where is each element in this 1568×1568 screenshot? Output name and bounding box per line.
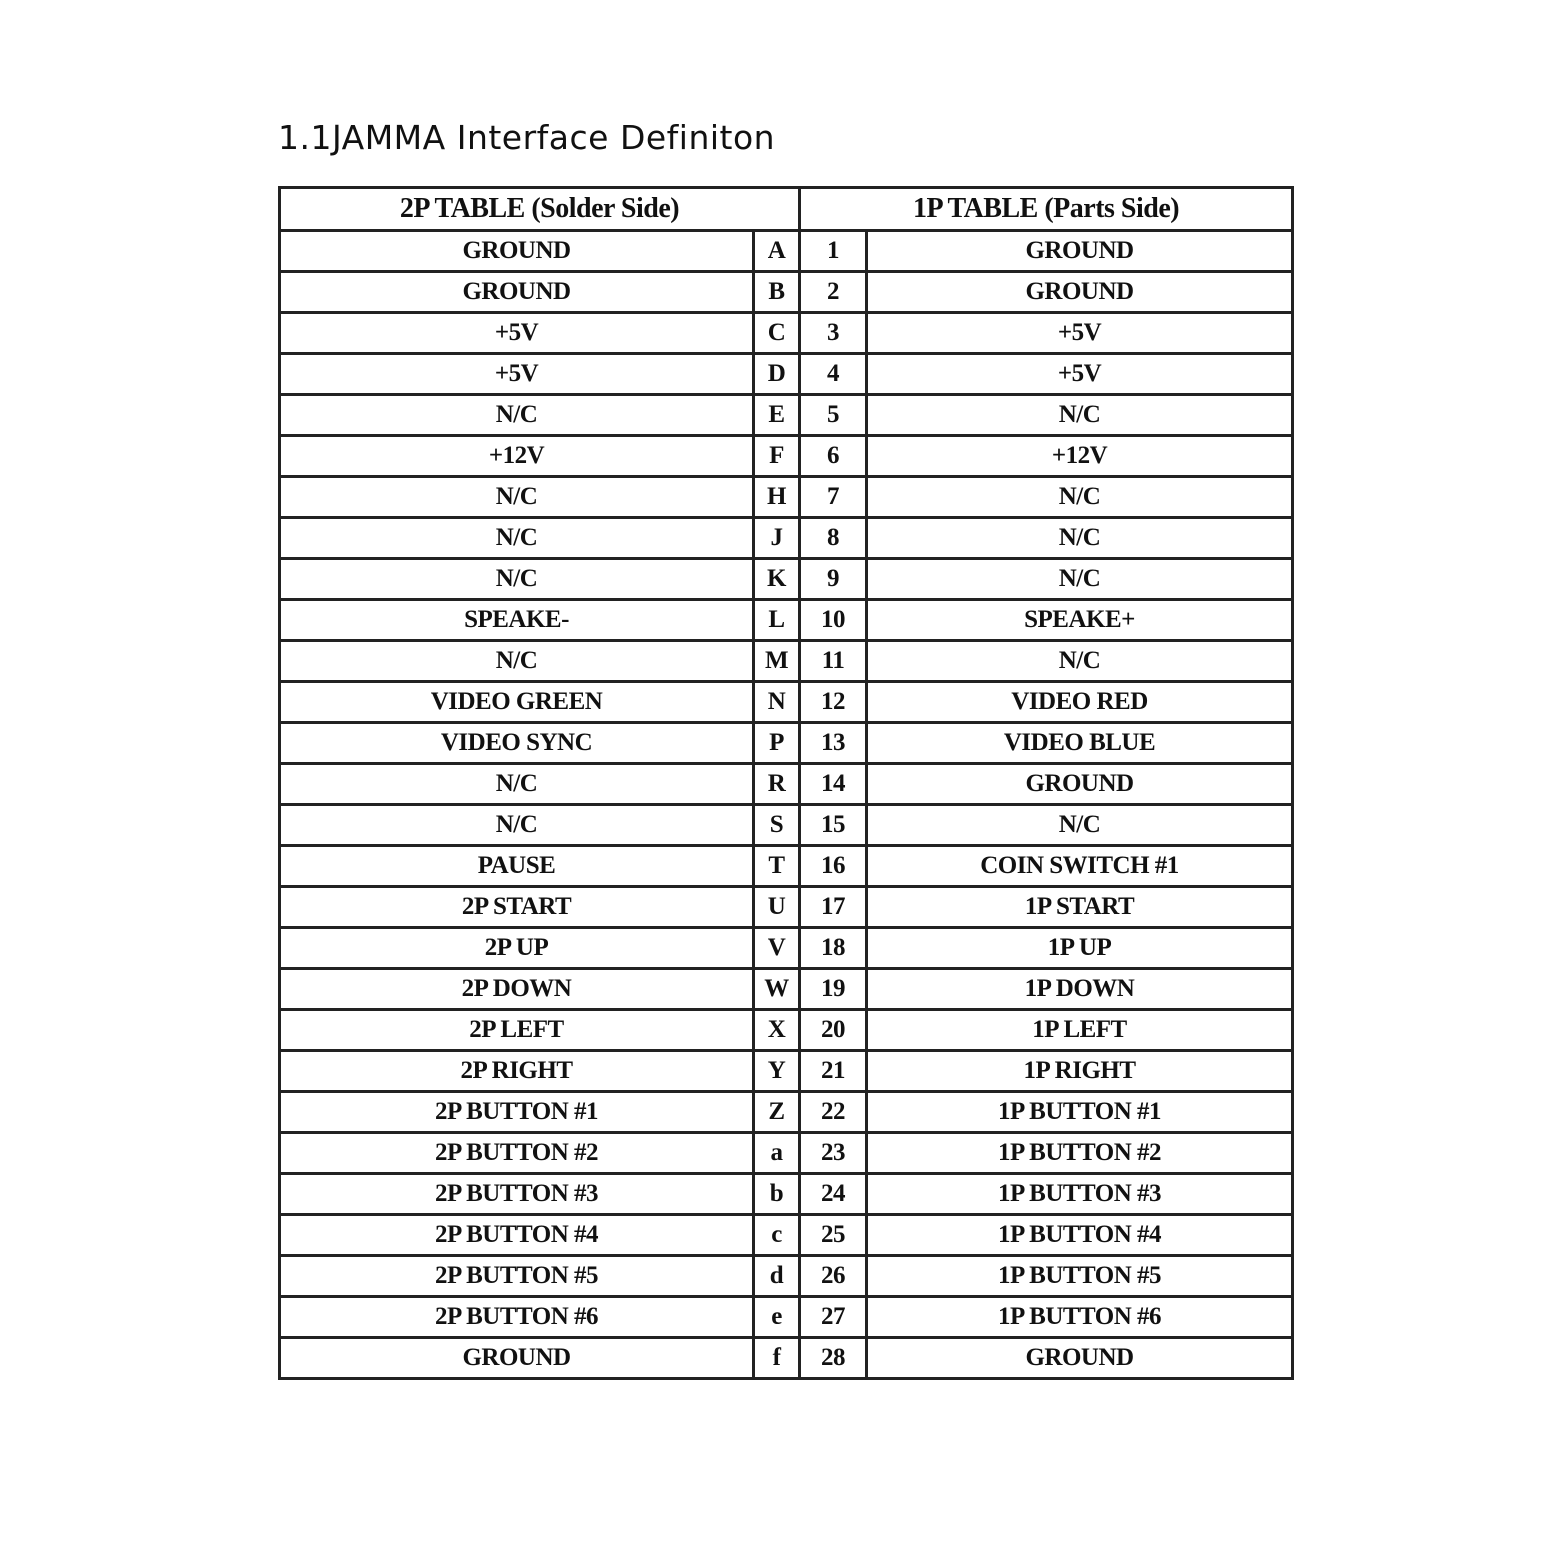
pin-number: 19	[800, 969, 867, 1010]
pin-letter: d	[754, 1256, 800, 1297]
solder-side-signal: 2P RIGHT	[280, 1051, 754, 1092]
pin-letter: R	[754, 764, 800, 805]
pin-number: 1	[800, 231, 867, 272]
solder-side-signal: N/C	[280, 477, 754, 518]
pin-letter: T	[754, 846, 800, 887]
solder-side-signal: N/C	[280, 641, 754, 682]
pin-letter: H	[754, 477, 800, 518]
pin-letter: S	[754, 805, 800, 846]
pin-number: 25	[800, 1215, 867, 1256]
parts-side-signal: 1P START	[867, 887, 1293, 928]
pin-number: 27	[800, 1297, 867, 1338]
table-row	[280, 887, 1293, 928]
parts-side-signal: COIN SWITCH #1	[867, 846, 1293, 887]
pin-letter: b	[754, 1174, 800, 1215]
table-row	[280, 518, 1293, 559]
parts-side-signal: VIDEO BLUE	[867, 723, 1293, 764]
solder-side-signal: PAUSE	[280, 846, 754, 887]
pin-letter: A	[754, 231, 800, 272]
pin-letter: X	[754, 1010, 800, 1051]
parts-side-signal: 1P DOWN	[867, 969, 1293, 1010]
pin-letter: U	[754, 887, 800, 928]
pin-letter: J	[754, 518, 800, 559]
parts-side-signal: N/C	[867, 641, 1293, 682]
table-row	[280, 846, 1293, 887]
parts-side-signal: GROUND	[867, 272, 1293, 313]
pin-number: 13	[800, 723, 867, 764]
table-row	[280, 272, 1293, 313]
pin-letter: f	[754, 1338, 800, 1379]
table-row	[280, 805, 1293, 846]
solder-side-signal: 2P BUTTON #2	[280, 1133, 754, 1174]
solder-side-signal: N/C	[280, 518, 754, 559]
table-row	[280, 1338, 1293, 1379]
pin-number: 17	[800, 887, 867, 928]
parts-side-signal: SPEAKE+	[867, 600, 1293, 641]
table-row	[280, 313, 1293, 354]
pin-letter: D	[754, 354, 800, 395]
pin-letter: c	[754, 1215, 800, 1256]
pin-number: 23	[800, 1133, 867, 1174]
header-parts-side: 1P TABLE (Parts Side)	[800, 188, 1293, 231]
table-row	[280, 354, 1293, 395]
solder-side-signal: 2P BUTTON #4	[280, 1215, 754, 1256]
parts-side-signal: N/C	[867, 395, 1293, 436]
pin-letter: V	[754, 928, 800, 969]
table-row	[280, 1256, 1293, 1297]
pin-letter: C	[754, 313, 800, 354]
parts-side-signal: 1P BUTTON #3	[867, 1174, 1293, 1215]
pin-number: 28	[800, 1338, 867, 1379]
solder-side-signal: +12V	[280, 436, 754, 477]
pin-number: 8	[800, 518, 867, 559]
table-row	[280, 723, 1293, 764]
pin-number: 7	[800, 477, 867, 518]
table-row	[280, 764, 1293, 805]
parts-side-signal: N/C	[867, 805, 1293, 846]
pin-number: 4	[800, 354, 867, 395]
table-row	[280, 1215, 1293, 1256]
pin-number: 11	[800, 641, 867, 682]
parts-side-signal: 1P LEFT	[867, 1010, 1293, 1051]
solder-side-signal: VIDEO SYNC	[280, 723, 754, 764]
table-body	[280, 231, 1293, 1379]
solder-side-signal: GROUND	[280, 1338, 754, 1379]
pin-number: 5	[800, 395, 867, 436]
parts-side-signal: GROUND	[867, 764, 1293, 805]
parts-side-signal: 1P BUTTON #1	[867, 1092, 1293, 1133]
pin-letter: E	[754, 395, 800, 436]
solder-side-signal: 2P BUTTON #5	[280, 1256, 754, 1297]
parts-side-signal: 1P BUTTON #6	[867, 1297, 1293, 1338]
solder-side-signal: N/C	[280, 764, 754, 805]
parts-side-signal: +5V	[867, 354, 1293, 395]
pin-number: 20	[800, 1010, 867, 1051]
parts-side-signal: N/C	[867, 559, 1293, 600]
pin-number: 22	[800, 1092, 867, 1133]
pin-number: 3	[800, 313, 867, 354]
solder-side-signal: N/C	[280, 559, 754, 600]
pin-letter: P	[754, 723, 800, 764]
pin-letter: L	[754, 600, 800, 641]
solder-side-signal: 2P DOWN	[280, 969, 754, 1010]
pin-letter: W	[754, 969, 800, 1010]
table-row	[280, 1092, 1293, 1133]
header-solder-side: 2P TABLE (Solder Side)	[280, 188, 800, 231]
parts-side-signal: 1P UP	[867, 928, 1293, 969]
table-row	[280, 1133, 1293, 1174]
pin-letter: M	[754, 641, 800, 682]
table-row	[280, 395, 1293, 436]
table-row	[280, 436, 1293, 477]
parts-side-signal: N/C	[867, 477, 1293, 518]
jamma-pinout-table	[278, 186, 1294, 1380]
solder-side-signal: N/C	[280, 395, 754, 436]
table-row	[280, 928, 1293, 969]
solder-side-signal: GROUND	[280, 272, 754, 313]
pin-number: 9	[800, 559, 867, 600]
parts-side-signal: 1P RIGHT	[867, 1051, 1293, 1092]
solder-side-signal: 2P BUTTON #3	[280, 1174, 754, 1215]
parts-side-signal: +12V	[867, 436, 1293, 477]
solder-side-signal: GROUND	[280, 231, 754, 272]
table-row	[280, 1051, 1293, 1092]
pin-letter: N	[754, 682, 800, 723]
pin-number: 6	[800, 436, 867, 477]
pin-number: 16	[800, 846, 867, 887]
pin-letter: F	[754, 436, 800, 477]
table-row	[280, 1297, 1293, 1338]
pin-letter: a	[754, 1133, 800, 1174]
table-header-row	[280, 188, 1293, 231]
table-row	[280, 477, 1293, 518]
pin-number: 21	[800, 1051, 867, 1092]
pin-letter: e	[754, 1297, 800, 1338]
pin-number: 14	[800, 764, 867, 805]
pin-number: 10	[800, 600, 867, 641]
parts-side-signal: GROUND	[867, 1338, 1293, 1379]
parts-side-signal: 1P BUTTON #4	[867, 1215, 1293, 1256]
table-row	[280, 231, 1293, 272]
parts-side-signal: N/C	[867, 518, 1293, 559]
parts-side-signal: +5V	[867, 313, 1293, 354]
pin-number: 24	[800, 1174, 867, 1215]
parts-side-signal: GROUND	[867, 231, 1293, 272]
pin-letter: K	[754, 559, 800, 600]
solder-side-signal: 2P BUTTON #6	[280, 1297, 754, 1338]
pin-number: 26	[800, 1256, 867, 1297]
pin-letter: B	[754, 272, 800, 313]
solder-side-signal: SPEAKE-	[280, 600, 754, 641]
pin-number: 15	[800, 805, 867, 846]
table-row	[280, 641, 1293, 682]
table-row	[280, 969, 1293, 1010]
solder-side-signal: 2P LEFT	[280, 1010, 754, 1051]
solder-side-signal: 2P BUTTON #1	[280, 1092, 754, 1133]
solder-side-signal: +5V	[280, 313, 754, 354]
parts-side-signal: 1P BUTTON #5	[867, 1256, 1293, 1297]
parts-side-signal: 1P BUTTON #2	[867, 1133, 1293, 1174]
solder-side-signal: 2P UP	[280, 928, 754, 969]
table-row	[280, 1174, 1293, 1215]
solder-side-signal: 2P START	[280, 887, 754, 928]
parts-side-signal: VIDEO RED	[867, 682, 1293, 723]
pin-number: 18	[800, 928, 867, 969]
page-title: 1.1JAMMA Interface Definiton	[278, 118, 776, 157]
pin-number: 2	[800, 272, 867, 313]
solder-side-signal: N/C	[280, 805, 754, 846]
table-row	[280, 600, 1293, 641]
pin-letter: Y	[754, 1051, 800, 1092]
table-row	[280, 1010, 1293, 1051]
solder-side-signal: +5V	[280, 354, 754, 395]
pin-number: 12	[800, 682, 867, 723]
table-row	[280, 559, 1293, 600]
solder-side-signal: VIDEO GREEN	[280, 682, 754, 723]
table-row	[280, 682, 1293, 723]
pin-letter: Z	[754, 1092, 800, 1133]
